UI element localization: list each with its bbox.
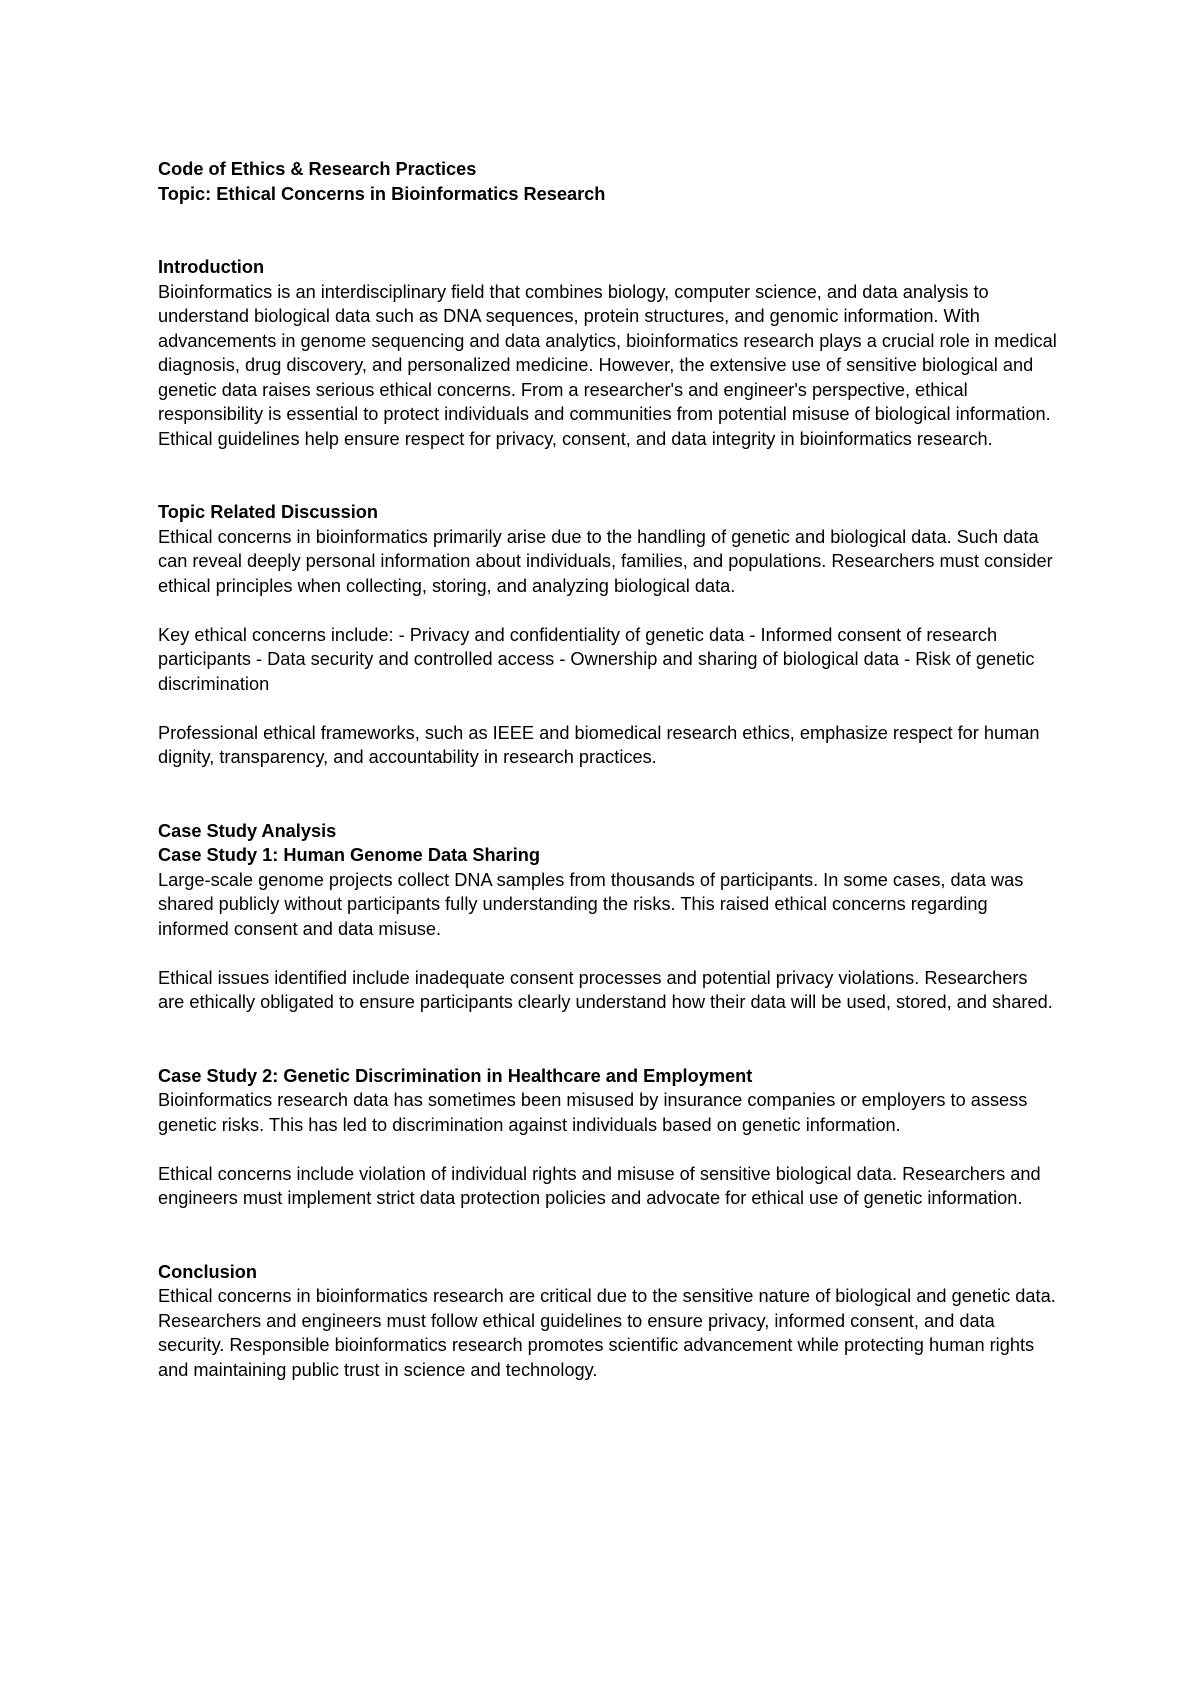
case-study-analysis-heading: Case Study Analysis [158, 820, 337, 841]
spacer [158, 451, 1058, 500]
document-topic: Topic: Ethical Concerns in Bioinformatics Research [158, 183, 606, 204]
document-body [158, 157, 1058, 1382]
discussion-paragraph-3: Professional ethical frameworks, such as IEEE and biomedical research ethics, emphasize respect for human dignity, transparency, and accountability in research practices. [158, 722, 1040, 767]
spacer [158, 206, 1058, 255]
spacer [158, 598, 1058, 623]
discussion-paragraph-1: Ethical concerns in bioinformatics primarily arise due to the handling of genetic and biological data. Such data can reveal deeply personal information about individuals, families, and populations. Researchers must consider ethical principles when collecting, storing, and analyzing biological data. [158, 526, 1053, 596]
case-study-1-heading: Case Study 1: Human Genome Data Sharing [158, 845, 541, 865]
spacer [158, 770, 1058, 819]
case-study-2-paragraph-1: Bioinformatics research data has sometimes been misused by insurance companies or employers to assess genetic risks. This has led to discrimination against individuals based on genetic information. [158, 1090, 1028, 1135]
spacer [158, 1137, 1058, 1162]
document-title: Code of Ethics & Research Practices [158, 159, 477, 179]
conclusion-paragraph: Ethical concerns in bioinformatics research are critical due to the sensitive nature of biological and genetic data. Researchers and engineers must follow ethical guidelines to ensure privacy, informed consent, and data security. Responsible bioinformatics research promotes scientific advancement while protecting human rights and maintaining public trust in science and technology. [158, 1286, 1056, 1380]
spacer [158, 1015, 1058, 1064]
discussion-heading: Topic Related Discussion [158, 502, 378, 522]
case-study-1-paragraph-2: Ethical issues identified include inadequate consent processes and potential privacy violations. Researchers are ethically obligated to ensure participants clearly understand how their data will be used, stored, and shared. [158, 967, 1053, 1012]
spacer [158, 696, 1058, 721]
case-study-1-paragraph-1: Large-scale genome projects collect DNA samples from thousands of participants. In some cases, data was shared publicly without participants fully understanding the risks. This raised ethical concerns regarding informed consent and data misuse. [158, 869, 1024, 939]
introduction-paragraph: Bioinformatics is an interdisciplinary field that combines biology, computer science, and data analysis to understand biological data such as DNA sequences, protein structures, and genomic information. With advancements in genome sequencing and data analytics, bioinformatics research plays a crucial role in medical diagnosis, drug discovery, and personalized medicine. However, the extensive use of sensitive biological and genetic data raises serious ethical concerns. From a researcher's and engineer's perspective, ethical responsibility is essential to protect individuals and communities from potential misuse of biological information. Ethical guidelines help ensure respect for privacy, consent, and data integrity in bioinformatics research. [158, 281, 1057, 449]
case-study-2-heading: Case Study 2: Genetic Discrimination in Healthcare and Employment [158, 1065, 753, 1086]
discussion-paragraph-2: Key ethical concerns include: - Privacy and confidentiality of genetic data - Informed consent of research participants - Data security and controlled access - Ownership and sharing of biological data - Risk of genetic discrimination [158, 624, 1035, 694]
conclusion-heading: Conclusion [158, 1261, 258, 1282]
case-study-2-paragraph-2: Ethical concerns include violation of individual rights and misuse of sensitive biological data. Researchers and engineers must implement strict data protection policies and advocate for ethical use of genetic information. [158, 1163, 1041, 1208]
introduction-heading: Introduction [158, 257, 265, 277]
spacer [158, 1211, 1058, 1260]
spacer [158, 941, 1058, 966]
